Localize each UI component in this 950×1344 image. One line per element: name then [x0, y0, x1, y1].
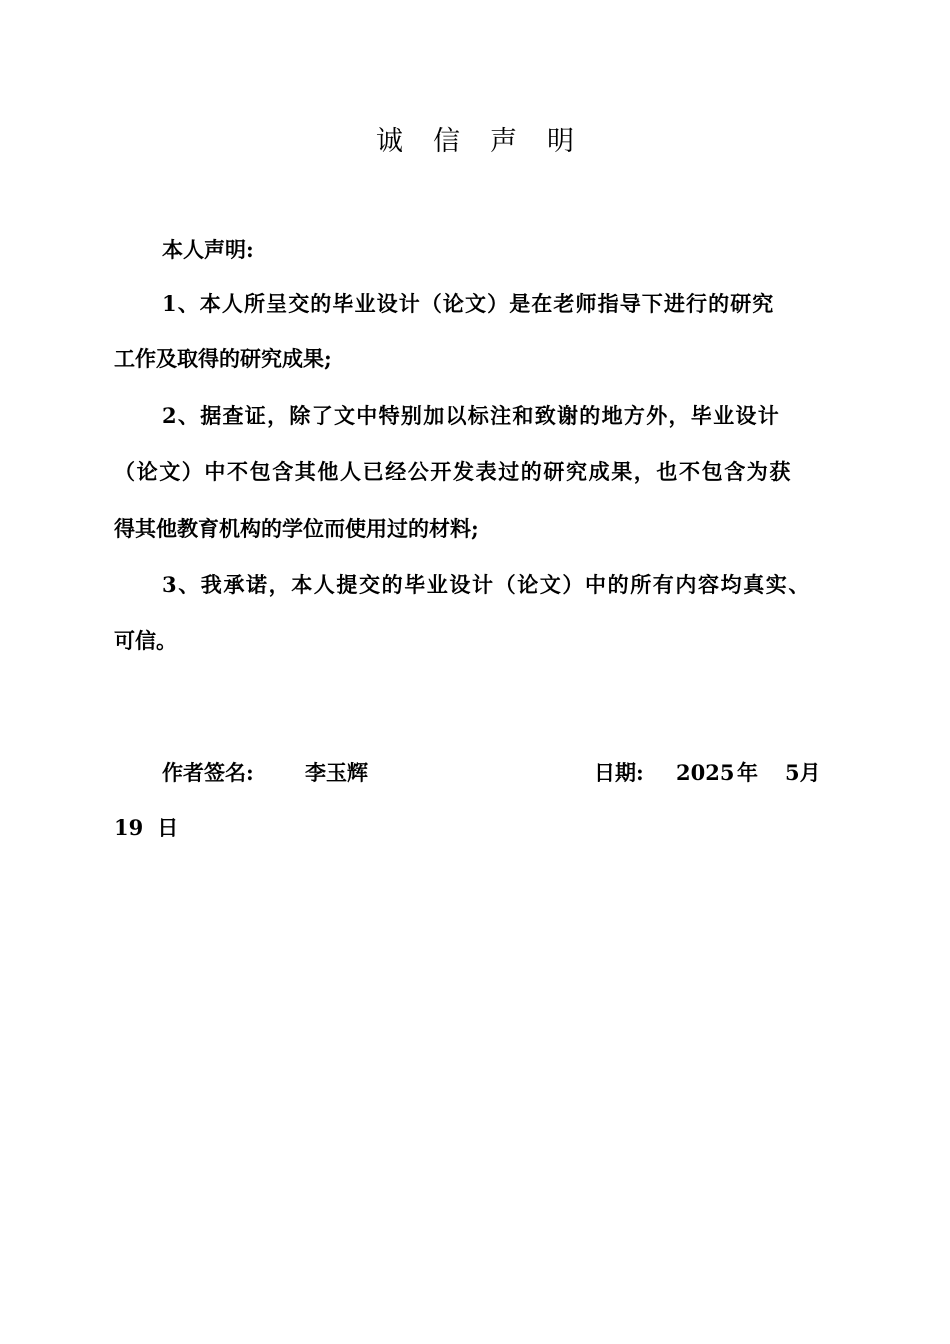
date-day: 19 — [114, 815, 144, 840]
date-day-unit: 日 — [157, 815, 179, 840]
date-year-unit: 年 — [737, 760, 758, 785]
item-1-line-1: 1、本人所呈交的毕业设计（论文）是在老师指导下进行的研究 — [162, 291, 775, 316]
item-3-line-2: 可信。 — [114, 628, 177, 653]
date-day-line — [114, 812, 178, 844]
page-title: 诚信声明 — [376, 126, 604, 157]
date-label: 日期: — [594, 760, 644, 785]
author-name: 李玉辉 — [305, 760, 368, 785]
signature-label: 作者签名: — [162, 760, 254, 785]
date-month: 5月 — [785, 760, 821, 785]
date-year: 2025 — [676, 760, 735, 785]
item-2-line-1: 2、据查证，除了文中特别加以标注和致谢的地方外，毕业设计 — [162, 403, 781, 428]
item-3-line-1: 3、我承诺，本人提交的毕业设计（论文）中的所有内容均真实、 — [162, 572, 812, 597]
item-2-line-2: （论文）中不包含其他人已经公开发表过的研究成果，也不包含为获 — [114, 459, 792, 484]
item-1-line-2: 工作及取得的研究成果; — [114, 346, 332, 371]
intro-text: 本人声明: — [162, 237, 254, 262]
item-2-line-3: 得其他教育机构的学位而使用过的材料; — [114, 516, 479, 541]
